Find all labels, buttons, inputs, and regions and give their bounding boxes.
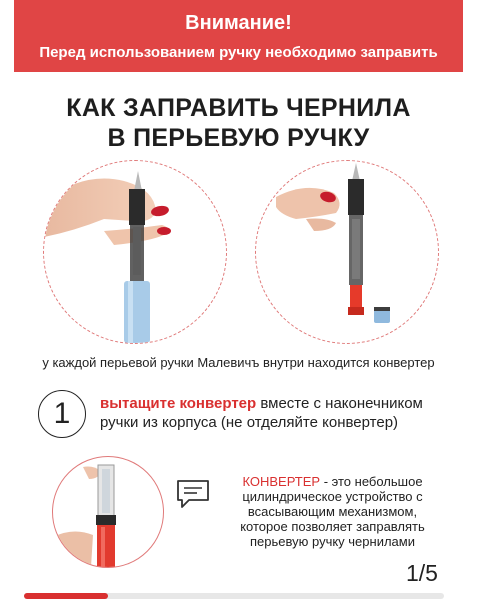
chat-bubble-icon <box>175 478 211 510</box>
slide-progress-fill <box>24 593 108 599</box>
banner-subtitle: Перед использованием ручку необходимо заправить <box>39 44 438 61</box>
photo-converter-removed <box>255 160 439 344</box>
step-text-rest: вместе с наконечником ручки из корпуса (не отделяйте конвертер) <box>100 395 423 431</box>
page-indicator: 1/5 <box>406 560 438 586</box>
photo-converter-closeup <box>52 456 164 568</box>
definition-term: КОНВЕРТЕР <box>242 474 321 489</box>
photo-pen-assembled <box>43 160 227 344</box>
step-number-badge: 1 <box>38 390 86 438</box>
page-title <box>0 93 477 153</box>
step-highlight: вытащите конвертер <box>100 395 257 412</box>
slide-progress-bar <box>24 593 444 599</box>
converter-definition <box>225 474 440 549</box>
step-instruction <box>100 394 460 432</box>
banner-title: Внимание! <box>185 12 292 34</box>
page-title-line-2: В ПЕРЬЕВУЮ РУЧКУ <box>107 124 370 152</box>
warning-banner <box>14 0 463 72</box>
converter-caption: у каждой перьевой ручки Малевичъ внутри находится конвертер <box>42 355 435 370</box>
definition-text: - это небольшое цилиндрическое устройство с всасывающим механизмом, которое позволяет заправлять перьевую ручку чернилами <box>240 474 425 549</box>
page-title-line-1: КАК ЗАПРАВИТЬ ЧЕРНИЛА <box>66 94 411 122</box>
